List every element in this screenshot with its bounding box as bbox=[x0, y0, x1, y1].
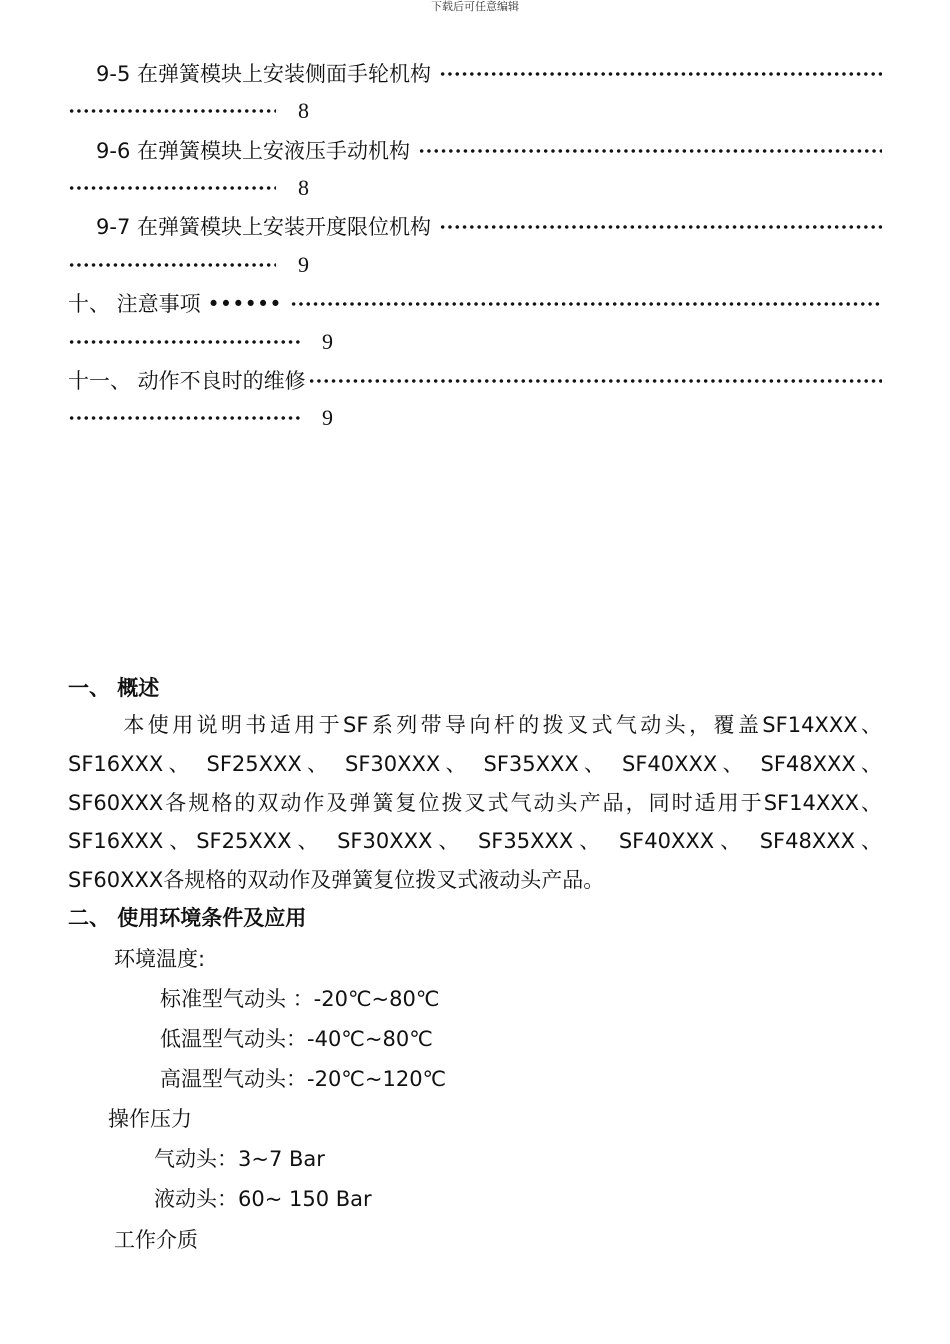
temp-standard: 标准型气动头 ：-20℃~80℃ bbox=[160, 987, 440, 1011]
dot-leader bbox=[308, 378, 882, 384]
dot-leader bbox=[68, 262, 276, 268]
toc-title: 十一、 动作不良时的维修 bbox=[68, 369, 306, 393]
temp-high: 高温型气动头：-20℃~120℃ bbox=[160, 1067, 447, 1091]
dot-leader bbox=[418, 148, 882, 154]
overview-paragraph bbox=[68, 706, 882, 900]
toc-entry-9-6-continuation bbox=[68, 174, 882, 202]
dot-leader bbox=[439, 71, 882, 77]
overview-text: 本使用说明书适用于SF系列带导向杆的拨叉式气动头，覆盖SF14XXX、SF16XXX、 SF25XXX、 SF30XXX、 SF35XXX、 SF40XXX、 SF48XXX、 SF60XXX各规格的双动作及弹簧复位拨叉式气动头产品，同时适用于SF14XXX、 SF16XXX、SF25XXX、 SF30XXX、 SF35XXX、 SF40XXX、 SF48XXX、 SF60XXX各规格的双动作及弹簧复位拨叉式液动头产品。 bbox=[68, 713, 882, 893]
toc-title: 9-6 在弹簧模块上安液压手动机构 bbox=[96, 139, 410, 163]
dot-leader bbox=[439, 224, 882, 230]
toc-page-number: 8 bbox=[298, 175, 309, 200]
toc-title: 9-5 在弹簧模块上安装侧面手轮机构 bbox=[96, 62, 431, 86]
toc-entry-10[interactable] bbox=[68, 290, 882, 318]
dot-leader bbox=[68, 339, 300, 345]
pressure-hydraulic: 液动头：60~ 150 Bar bbox=[154, 1187, 372, 1211]
section-heading-environment: 二、 使用环境条件及应用 bbox=[68, 906, 307, 930]
env-temp-label: 环境温度: bbox=[114, 947, 206, 971]
dot-leader bbox=[290, 301, 882, 307]
toc-title: 9-7 在弹簧模块上安装开度限位机构 bbox=[96, 215, 431, 239]
pressure-label: 操作压力 bbox=[108, 1107, 192, 1131]
medium-label: 工作介质 bbox=[114, 1228, 198, 1252]
toc-entry-9-7[interactable] bbox=[68, 213, 882, 241]
toc-page-number: 9 bbox=[322, 329, 333, 354]
toc-page-number: 8 bbox=[298, 98, 309, 123]
toc-title: 十、 注意事项 •••••• bbox=[68, 292, 282, 316]
section-heading-overview: 一、 概述 bbox=[68, 676, 160, 700]
temp-low: 低温型气动头：-40℃~80℃ bbox=[160, 1027, 433, 1051]
toc-entry-11-continuation bbox=[68, 404, 882, 432]
toc-entry-11[interactable] bbox=[68, 367, 882, 395]
dot-leader bbox=[68, 185, 276, 191]
page-header: 下载后可任意编辑 bbox=[431, 0, 519, 13]
toc-entry-9-5-continuation bbox=[68, 97, 882, 125]
toc-entry-9-7-continuation bbox=[68, 251, 882, 279]
toc-entry-9-5[interactable] bbox=[68, 60, 882, 88]
toc-entry-9-6[interactable] bbox=[68, 137, 882, 165]
dot-leader bbox=[68, 415, 300, 421]
toc-page-number: 9 bbox=[298, 252, 309, 277]
toc-page-number: 9 bbox=[322, 405, 333, 430]
toc-entry-10-continuation bbox=[68, 328, 882, 356]
dot-leader bbox=[68, 108, 276, 114]
pressure-pneumatic: 气动头：3~7 Bar bbox=[154, 1147, 325, 1171]
